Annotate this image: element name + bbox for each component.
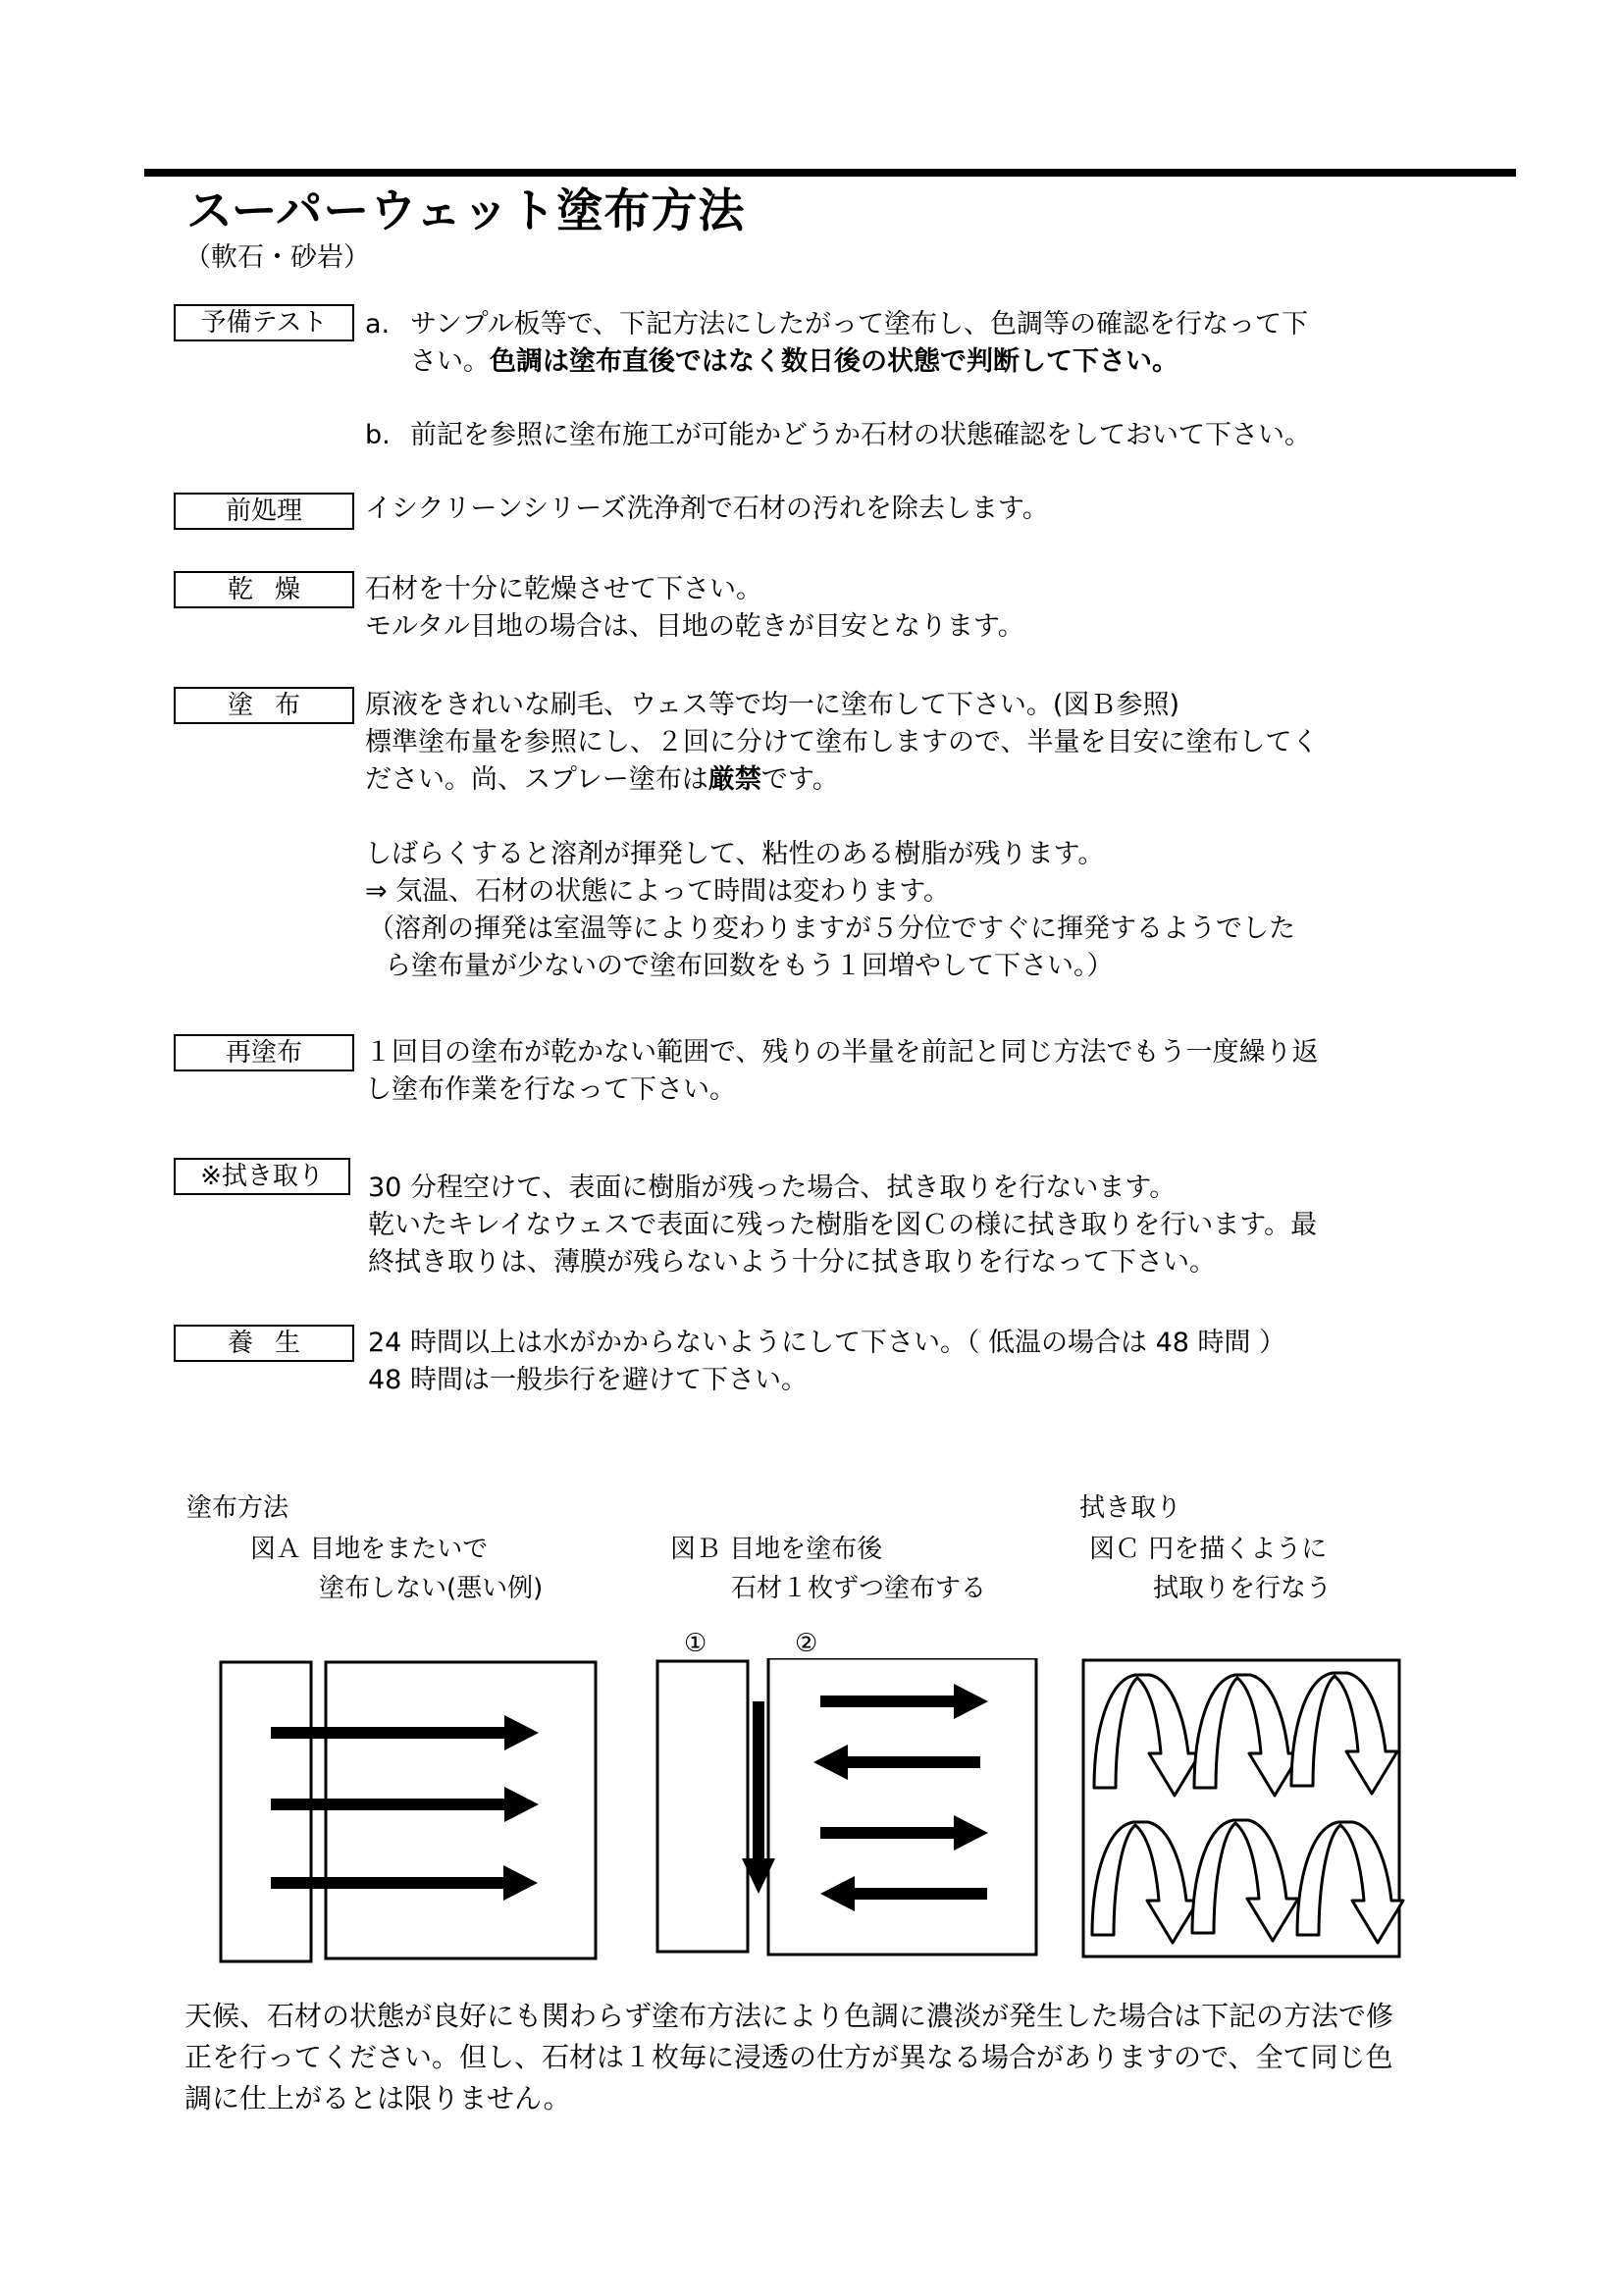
recoating-line1: １回目の塗布が乾かない範囲で、残りの半量を前記と同じ方法でもう一度繰り返 <box>365 1037 1319 1068</box>
wiping-line1: 30 分程空けて、表面に樹脂が残った場合、拭き取りを行ないます。 <box>368 1173 1177 1203</box>
fig-a-stone-left <box>221 1662 311 1961</box>
pretest-b-marker: b. <box>365 420 391 450</box>
figures-wipe-heading: 拭き取り <box>1079 1493 1182 1523</box>
fig-b-caption-line2: 石材１枚ずつ塗布する <box>731 1574 987 1603</box>
coating-line2: 標準塗布量を参照にし、２回に分けて塗布しますので、半量を目安に塗布してく <box>365 727 1319 757</box>
footer-line1: 天候、石材の状態が良好にも関わらず塗布方法により色調に濃淡が発生した場合は下記の方法で修 <box>184 2000 1394 2032</box>
pretest-a-line1: サンプル板等で、下記方法にしたがって塗布し、色調等の確認を行なって下 <box>410 309 1309 339</box>
fig-b-marker-2: ② <box>795 1629 818 1658</box>
page-subtitle: （軟石・砂岩） <box>184 242 370 273</box>
pretest-a-line2-bold: 色調は塗布直後ではなく数日後の状態で判断して下さい。 <box>490 346 1178 377</box>
figures-method-heading: 塗布方法 <box>186 1493 289 1523</box>
coating-line5: ⇒ 気温、石材の状態によって時間は変わります。 <box>365 876 951 907</box>
coating-line7: ら塗布量が少ないので塗布回数をもう１回増やして下さい。） <box>385 951 1114 981</box>
section-label-pretest: 予備テスト <box>174 304 354 341</box>
figure-c-diagram <box>1070 1658 1423 1982</box>
curing-line1: 24 時間以上は水がかからないようにして下さい。（ 低温の場合は 48 時間 ） <box>368 1328 1286 1358</box>
fig-b-arrow-left-2 <box>820 1876 987 1911</box>
coating-line1: 原液をきれいな刷毛、ウェス等で均一に塗布して下さい。(図Ｂ参照) <box>365 690 1179 720</box>
footer-line3: 調に仕上がるとは限りません。 <box>184 2082 571 2114</box>
coating-line3 <box>365 761 839 799</box>
coating-line3-bold: 厳禁 <box>707 764 761 795</box>
fig-b-arrow-right-2 <box>820 1815 988 1851</box>
fig-b-caption-line1: 図Ｂ 目地を塗布後 <box>670 1535 883 1564</box>
wiping-line3: 終拭き取りは、薄膜が残らないよう十分に拭き取りを行なって下さい。 <box>368 1247 1216 1278</box>
pretest-b-line1: 前記を参照に塗布施工が可能かどうか石材の状態確認をしておいて下さい。 <box>410 420 1311 450</box>
figure-a-diagram <box>196 1648 628 1982</box>
wiping-line2: 乾いたキレイなウェスで表面に残った樹脂を図Ｃの様に拭き取りを行います。最 <box>368 1210 1318 1240</box>
fig-c-wipe-arrow <box>1094 1675 1200 1796</box>
coating-line3-a: ださい。尚、スプレー塗布は <box>365 764 708 795</box>
recoating-line2: し塗布作業を行なって下さい。 <box>365 1074 736 1105</box>
coating-line3-b: です。 <box>760 764 839 795</box>
pretest-a-line2 <box>410 343 1178 381</box>
drying-line2: モルタル目地の場合は、目地の乾きが目安となります。 <box>365 611 1024 642</box>
pretreatment-line1: イシクリーンシリーズ洗浄剤で石材の汚れを除去します。 <box>365 494 1049 524</box>
fig-c-caption-line1: 図Ｃ 円を描くように <box>1089 1535 1328 1564</box>
drying-line1: 石材を十分に乾燥させて下さい。 <box>365 574 762 604</box>
fig-c-wipe-arrow <box>1194 1675 1300 1796</box>
pretest-a-line2-plain: さい。 <box>410 346 490 377</box>
fig-c-wipe-arrow <box>1092 1822 1198 1943</box>
section-label-pretreatment: 前処理 <box>174 493 354 530</box>
fig-c-caption-line2: 拭取りを行なう <box>1153 1574 1333 1603</box>
coating-line6: （溶剤の揮発は室温等により変わりますが５分位ですぐに揮発するようでした <box>368 913 1295 944</box>
fig-a-caption-line2: 塗布しない(悪い例) <box>319 1574 544 1603</box>
section-label-coating: 塗布 <box>174 687 354 724</box>
fig-b-stone-1 <box>657 1661 748 1952</box>
section-label-recoating: 再塗布 <box>174 1034 354 1071</box>
footer-line2: 正を行ってください。但し、石材は１枚毎に浸透の仕方が異なる場合がありますので、全て同じ色 <box>184 2041 1393 2073</box>
coating-line4: しばらくすると溶剤が揮発して、粘性のある樹脂が残ります。 <box>365 839 1105 869</box>
fig-a-caption-line1: 図Ａ 目地をまたいで <box>250 1535 489 1564</box>
curing-line2: 48 時間は一般歩行を避けて下さい。 <box>368 1365 808 1395</box>
section-label-wiping: ※拭き取り <box>174 1158 350 1195</box>
fig-c-wipe-arrow <box>1297 1822 1403 1943</box>
section-label-drying: 乾燥 <box>174 571 354 608</box>
page-title: スーパーウェット塗布方法 <box>186 184 746 238</box>
pretest-a-marker: a. <box>365 309 391 339</box>
fig-b-arrow-right-1 <box>820 1684 988 1719</box>
section-label-curing: 養生 <box>174 1325 354 1362</box>
fig-b-arrow-left-1 <box>813 1745 980 1780</box>
fig-c-wipe-arrow <box>1291 1673 1397 1794</box>
fig-b-marker-1: ① <box>684 1629 707 1658</box>
fig-c-wipe-arrow <box>1192 1820 1298 1941</box>
figure-b-diagram <box>648 1658 1060 1982</box>
